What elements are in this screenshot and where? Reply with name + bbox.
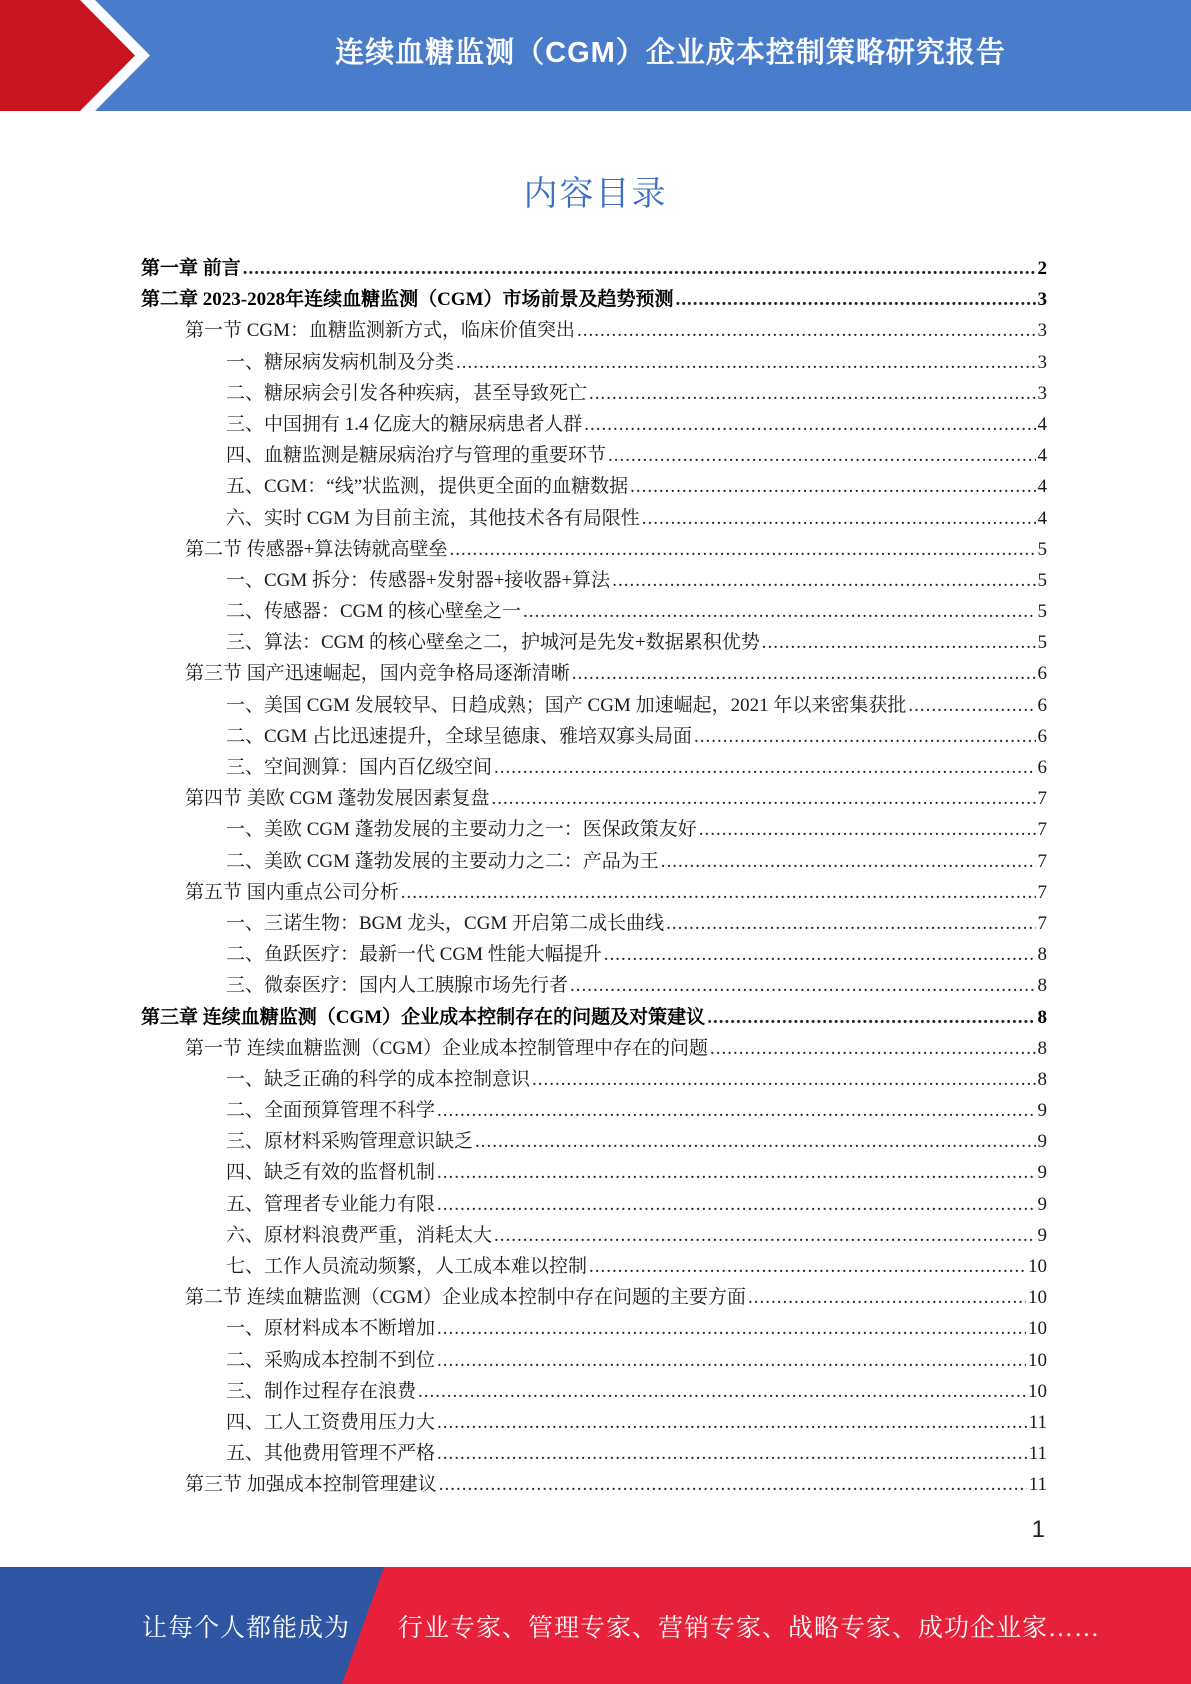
toc-entry-page: 7 xyxy=(1037,912,1047,934)
page-number: 1 xyxy=(1031,1516,1045,1543)
toc-dot-leader xyxy=(572,658,1036,689)
toc-entry-page: 7 xyxy=(1037,850,1047,872)
toc-entry-title: 第一章 前言 xyxy=(141,258,241,279)
toc-entry[interactable] xyxy=(141,908,1047,939)
toc-entry-title: 六、原材料浪费严重，消耗太大 xyxy=(226,1224,493,1246)
toc-entry[interactable] xyxy=(141,721,1047,752)
toc-entry-page: 3 xyxy=(1037,289,1047,311)
toc-entry[interactable] xyxy=(141,970,1047,1001)
toc-entry-title: 二、传感器：CGM 的核心壁垒之一 xyxy=(226,601,522,623)
toc-entry-page: 3 xyxy=(1037,320,1047,342)
toc-entry[interactable] xyxy=(141,1251,1047,1282)
toc-dot-leader xyxy=(699,814,1036,845)
toc-entry-title: 二、鱼跃医疗：最新一代 CGM 性能大幅提升 xyxy=(226,944,602,966)
toc-entry[interactable] xyxy=(141,846,1047,877)
toc-entry-title: 五、CGM：“线”状监测，提供更全面的血糖数据 xyxy=(226,476,629,498)
toc-entry-title: 一、CGM 拆分：传感器+发射器+接收器+算法 xyxy=(226,569,611,591)
toc-entry-page: 4 xyxy=(1037,445,1047,467)
toc-entry-title: 三、微泰医疗：国内人工胰腺市场先行者 xyxy=(226,975,569,997)
toc-entry-title: 第二节 传感器+算法铸就高壁垒 xyxy=(185,538,448,560)
toc-entry-title: 二、美欧 CGM 蓬勃发展的主要动力之二：产品为王 xyxy=(226,850,659,872)
toc-entry-title: 第三节 加强成本控制管理建议 xyxy=(185,1474,437,1496)
toc-dot-leader xyxy=(608,440,1035,471)
toc-entry-page: 10 xyxy=(1028,1318,1047,1340)
toc-dot-leader xyxy=(437,1157,1035,1188)
toc-entry[interactable] xyxy=(141,814,1047,845)
toc-entry[interactable] xyxy=(141,627,1047,658)
toc-heading: 内容目录 xyxy=(523,175,668,213)
toc-entry[interactable] xyxy=(141,596,1047,627)
toc-dot-leader xyxy=(437,1407,1027,1438)
toc-entry-page: 11 xyxy=(1028,1474,1047,1496)
toc-entry-title: 四、缺乏有效的监督机制 xyxy=(226,1162,436,1184)
toc-dot-leader xyxy=(661,846,1036,877)
toc-dot-leader xyxy=(577,315,1035,346)
toc-dot-leader xyxy=(243,253,1036,284)
toc-entry[interactable] xyxy=(141,347,1047,378)
toc-entry-title: 第二节 连续血糖监测（CGM）企业成本控制中存在问题的主要方面 xyxy=(185,1287,747,1309)
toc-dot-leader xyxy=(589,1251,1026,1282)
toc-entry-title: 第四节 美欧 CGM 蓬勃发展因素复盘 xyxy=(185,788,490,810)
toc-entry[interactable] xyxy=(141,440,1047,471)
table-of-contents xyxy=(141,253,1047,1501)
toc-entry-page: 9 xyxy=(1037,1224,1047,1246)
toc-entry[interactable] xyxy=(141,1376,1047,1407)
toc-entry[interactable] xyxy=(141,783,1047,814)
toc-entry[interactable] xyxy=(141,1407,1047,1438)
toc-dot-leader xyxy=(532,1064,1035,1095)
toc-entry[interactable] xyxy=(141,565,1047,596)
toc-entry-title: 四、工人工资费用压力大 xyxy=(226,1411,436,1433)
toc-dot-leader xyxy=(642,503,1036,534)
toc-dot-leader xyxy=(584,409,1035,440)
toc-entry-title: 第三章 连续血糖监测（CGM）企业成本控制存在的问题及对策建议 xyxy=(141,1006,706,1028)
toc-entry-page: 4 xyxy=(1037,507,1047,529)
toc-entry[interactable] xyxy=(141,284,1047,315)
toc-dot-leader xyxy=(570,970,1035,1001)
toc-entry-page: 10 xyxy=(1028,1256,1047,1277)
toc-entry-title: 五、管理者专业能力有限 xyxy=(226,1193,436,1215)
toc-dot-leader xyxy=(494,1220,1035,1251)
toc-entry[interactable] xyxy=(141,1064,1047,1095)
toc-entry-page: 7 xyxy=(1037,819,1047,841)
toc-entry-page: 8 xyxy=(1037,975,1047,997)
toc-entry[interactable] xyxy=(141,503,1047,534)
toc-dot-leader xyxy=(666,908,1035,939)
toc-dot-leader xyxy=(494,752,1035,783)
toc-entry-page: 6 xyxy=(1037,757,1047,778)
toc-entry-title: 一、美欧 CGM 蓬勃发展的主要动力之一：医保政策友好 xyxy=(226,819,697,841)
toc-entry-title: 二、CGM 占比迅速提升，全球呈德康、雅培双寡头局面 xyxy=(226,725,693,747)
toc-entry[interactable] xyxy=(141,315,1047,346)
toc-entry-page: 4 xyxy=(1037,413,1047,435)
toc-entry-title: 五、其他费用管理不严格 xyxy=(226,1443,436,1465)
toc-entry-page: 2 xyxy=(1037,258,1047,279)
footer-slogan-left: 让每个人都能成为 xyxy=(142,1614,351,1642)
toc-entry-title: 六、实时 CGM 为目前主流，其他技术各有局限性 xyxy=(226,507,640,529)
toc-entry[interactable] xyxy=(141,1469,1047,1500)
toc-entry[interactable] xyxy=(141,690,1047,721)
footer-banner xyxy=(0,1567,1191,1684)
toc-dot-leader xyxy=(762,627,1036,658)
toc-entry[interactable] xyxy=(141,1189,1047,1220)
toc-entry-title: 一、三诺生物：BGM 龙头，CGM 开启第二成长曲线 xyxy=(226,912,665,934)
toc-dot-leader xyxy=(418,1376,1026,1407)
toc-entry-page: 4 xyxy=(1037,476,1047,498)
toc-entry-title: 三、中国拥有 1.4 亿庞大的糖尿病患者人群 xyxy=(226,413,583,435)
toc-entry-title: 第二章 2023-2028年连续血糖监测（CGM）市场前景及趋势预测 xyxy=(141,289,674,311)
toc-entry-page: 8 xyxy=(1037,1037,1047,1059)
toc-entry-title: 二、采购成本控制不到位 xyxy=(226,1349,436,1371)
toc-entry-page: 7 xyxy=(1037,881,1047,903)
toc-entry[interactable] xyxy=(141,1033,1047,1064)
toc-entry-page: 11 xyxy=(1028,1411,1047,1433)
footer-slogan-right: 行业专家、管理专家、营销专家、战略专家、成功企业家…… xyxy=(398,1614,1101,1642)
toc-entry[interactable] xyxy=(141,658,1047,689)
toc-entry-page: 8 xyxy=(1037,944,1047,966)
toc-dot-leader xyxy=(437,1313,1026,1344)
toc-entry-page: 11 xyxy=(1028,1443,1047,1465)
report-title: 连续血糖监测（CGM）企业成本控制策略研究报告 xyxy=(335,36,1006,69)
toc-dot-leader xyxy=(523,596,1035,627)
toc-entry-page: 6 xyxy=(1037,725,1047,747)
toc-entry-title: 第一节 CGM：血糖监测新方式，临床价值突出 xyxy=(185,320,576,342)
toc-entry-page: 9 xyxy=(1037,1131,1047,1153)
toc-dot-leader xyxy=(694,721,1035,752)
toc-dot-leader xyxy=(908,690,1035,721)
toc-entry-title: 四、血糖监测是糖尿病治疗与管理的重要环节 xyxy=(226,445,607,467)
toc-entry[interactable] xyxy=(141,1282,1047,1313)
toc-entry-page: 6 xyxy=(1037,663,1047,685)
toc-entry[interactable] xyxy=(141,253,1047,284)
toc-entry-title: 一、美国 CGM 发展较早、日趋成熟；国产 CGM 加速崛起，2021 年以来密集获批 xyxy=(226,694,907,716)
toc-entry-page: 9 xyxy=(1037,1193,1047,1215)
toc-dot-leader xyxy=(437,1095,1035,1126)
toc-dot-leader xyxy=(492,783,1036,814)
toc-entry[interactable] xyxy=(141,939,1047,970)
toc-entry-title: 二、糖尿病会引发各种疾病，甚至导致死亡 xyxy=(226,382,588,404)
toc-entry[interactable] xyxy=(141,534,1047,565)
toc-entry-title: 第五节 国内重点公司分析 xyxy=(185,881,399,903)
toc-entry-page: 10 xyxy=(1028,1349,1047,1371)
toc-entry-title: 二、全面预算管理不科学 xyxy=(226,1100,436,1122)
toc-entry[interactable] xyxy=(141,1126,1047,1157)
toc-entry-page: 10 xyxy=(1028,1380,1047,1402)
toc-entry[interactable] xyxy=(141,1438,1047,1469)
toc-entry-title: 七、工作人员流动频繁，人工成本难以控制 xyxy=(226,1256,588,1277)
toc-entry[interactable] xyxy=(141,877,1047,908)
toc-entry-title: 三、制作过程存在浪费 xyxy=(226,1380,417,1402)
toc-entry-title: 三、算法：CGM 的核心壁垒之二，护城河是先发+数据累积优势 xyxy=(226,632,760,654)
toc-entry[interactable] xyxy=(141,1220,1047,1251)
toc-entry-page: 10 xyxy=(1028,1287,1047,1309)
toc-entry[interactable] xyxy=(141,1345,1047,1376)
toc-entry-title: 一、原材料成本不断增加 xyxy=(226,1318,436,1340)
toc-entry[interactable] xyxy=(141,1002,1047,1033)
toc-entry-page: 3 xyxy=(1037,382,1047,404)
toc-entry-title: 第一节 连续血糖监测（CGM）企业成本控制管理中存在的问题 xyxy=(185,1037,709,1059)
header-arrow-decoration xyxy=(0,0,160,111)
toc-entry-title: 第三节 国产迅速崛起，国内竞争格局逐渐清晰 xyxy=(185,663,570,685)
toc-entry[interactable] xyxy=(141,1313,1047,1344)
toc-dot-leader xyxy=(437,1345,1026,1376)
toc-entry-page: 5 xyxy=(1037,569,1047,591)
toc-entry-page: 7 xyxy=(1037,788,1047,810)
toc-dot-leader xyxy=(449,534,1035,565)
toc-dot-leader xyxy=(748,1282,1026,1313)
toc-dot-leader xyxy=(612,565,1035,596)
toc-entry-page: 8 xyxy=(1037,1006,1047,1028)
toc-entry-page: 6 xyxy=(1037,694,1047,716)
toc-dot-leader xyxy=(401,877,1036,908)
toc-entry-page: 9 xyxy=(1037,1162,1047,1184)
toc-entry-title: 一、缺乏正确的科学的成本控制意识 xyxy=(226,1068,531,1090)
toc-entry-page: 5 xyxy=(1037,538,1047,560)
toc-entry-page: 5 xyxy=(1037,632,1047,654)
toc-dot-leader xyxy=(437,1438,1027,1469)
toc-dot-leader xyxy=(707,1002,1035,1033)
toc-entry[interactable] xyxy=(141,1095,1047,1126)
toc-dot-leader xyxy=(456,347,1035,378)
toc-entry[interactable] xyxy=(141,1157,1047,1188)
toc-dot-leader xyxy=(630,471,1035,502)
toc-entry-page: 8 xyxy=(1037,1068,1047,1090)
toc-entry-page: 5 xyxy=(1037,601,1047,623)
toc-dot-leader xyxy=(604,939,1036,970)
toc-entry-title: 三、原材料采购管理意识缺乏 xyxy=(226,1131,474,1153)
toc-dot-leader xyxy=(710,1033,1035,1064)
toc-entry-title: 三、空间测算：国内百亿级空间 xyxy=(226,757,493,778)
toc-entry-title: 一、糖尿病发病机制及分类 xyxy=(226,351,455,373)
toc-entry-page: 3 xyxy=(1037,351,1047,373)
toc-entry[interactable] xyxy=(141,471,1047,502)
toc-dot-leader xyxy=(676,284,1036,315)
toc-dot-leader xyxy=(475,1126,1035,1157)
toc-entry[interactable] xyxy=(141,378,1047,409)
toc-entry[interactable] xyxy=(141,409,1047,440)
toc-dot-leader xyxy=(437,1189,1035,1220)
toc-dot-leader xyxy=(589,378,1035,409)
toc-entry-page: 9 xyxy=(1037,1100,1047,1122)
toc-dot-leader xyxy=(439,1469,1027,1500)
toc-entry[interactable] xyxy=(141,752,1047,783)
